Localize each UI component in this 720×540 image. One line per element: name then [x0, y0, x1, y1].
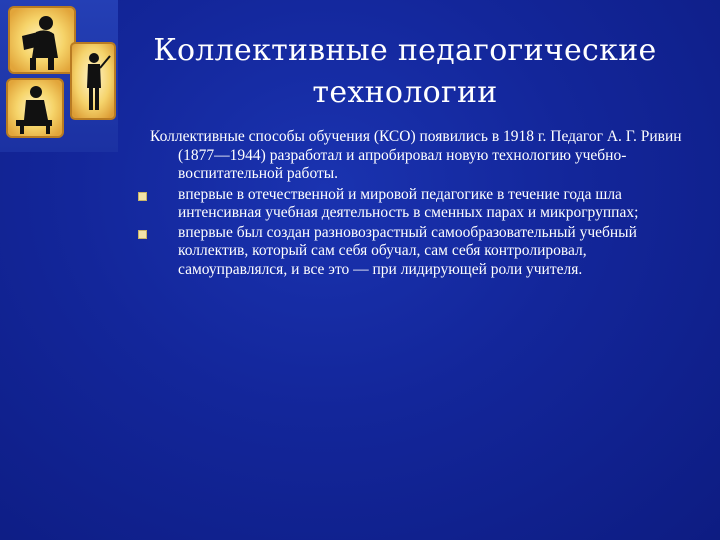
teacher-silhouette-icon — [70, 42, 116, 120]
list-item — [150, 224, 690, 280]
bullet-list — [150, 186, 690, 280]
student-silhouette-icon — [6, 78, 64, 138]
square-bullet-icon — [138, 230, 147, 239]
intro-paragraph: Коллективные способы обучения (КСО) появились в 1918 г. Педагог А. Г. Ривин (1877—1944) разработал и апробировал новую технологию учебно-воспитательной работы. — [150, 128, 682, 182]
bullet-text: впервые был создан разновозрастный самообразовательный учебный коллектив, который сам себя обучал, сам себя контролировал, самоуправлялся, и все это — при лидирующей роли учителя. — [178, 223, 637, 278]
slide-body — [150, 128, 690, 280]
bullet-text: впервые в отечественной и мировой педагогике в течение года шла интенсивная учебная деятельность в сменных парах и микрогруппах; — [178, 185, 639, 221]
reader-silhouette-icon — [8, 6, 76, 74]
page-title: Коллективные педагогические технологии — [153, 33, 657, 110]
square-bullet-icon — [138, 192, 147, 201]
list-item — [150, 186, 690, 223]
